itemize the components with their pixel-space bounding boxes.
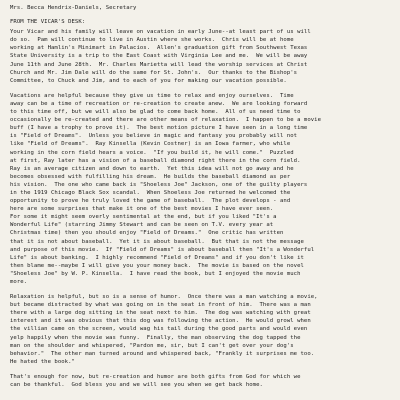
paragraph bbox=[10, 28, 390, 85]
text-line: occasionally be re-created and there are other means of relaxation. I happen to be a movie bbox=[10, 117, 322, 124]
text-line: like "Field of Dreams". Ray Kinsella (Kevin Costner) is an Iowa farmer, who while bbox=[10, 141, 291, 148]
text-line: He hated the book." bbox=[10, 358, 75, 365]
text-line: his vision. The one who came back is "Shoeless Joe" Jackson, one of the guilty players bbox=[10, 181, 308, 188]
paragraph bbox=[10, 92, 390, 286]
text-line: working in the corn field hears a voice. "If you build it, he will come." Puzzled bbox=[10, 149, 294, 156]
text-line: that it is not about baseball. Yet it is about baseball. But that is not the message bbox=[10, 238, 304, 245]
text-line: more. bbox=[10, 279, 28, 285]
column-body bbox=[10, 28, 390, 389]
text-line: is "Field of Dreams". Unless you believe in magic and fantasy you probably will not bbox=[10, 133, 298, 140]
text-line: For some it might seem overly sentimental at the end, but if you liked "It's a bbox=[10, 214, 277, 221]
text-line: at first, Ray later has a vision of a baseball diamond right there in the corn field. bbox=[10, 157, 301, 164]
text-line: buff (I have a trophy to prove it). The best motion picture I have seen in a long time bbox=[10, 125, 308, 132]
text-line: Committee, to Chuck and Jim, and to each of you for making our vacation possible. bbox=[10, 77, 287, 84]
text-line: Vacations are helpful because they give us time to relax and enjoy ourselves. Time bbox=[10, 92, 294, 99]
text-line: do so. Pam will continue to live in Austin where she works. Chris will be at home bbox=[10, 37, 294, 44]
text-line: Your Vicar and his family will leave on vacation in early June--at least part of us will bbox=[10, 29, 311, 36]
column-heading: FROM THE VICAR'S DESK: bbox=[10, 19, 86, 26]
text-line: then blame me--maybe I will give you your money back. The movie is based on the novel bbox=[10, 262, 304, 269]
text-line: Ray is an average citizen and down to earth. Yet this idea will not go away and he bbox=[10, 165, 294, 172]
text-line: to this time off, but we will also be glad to come back home. All of us need time to bbox=[10, 109, 301, 116]
text-line: the villian came on the screen, would wag his tail during the good parts and would even bbox=[10, 326, 308, 333]
text-line: away can be a time of recreation or re-creation to create anew. We are looking forward bbox=[10, 100, 308, 107]
text-line: yelp happily when the movie was funny. Finally, the man observing the dog tapped the bbox=[10, 334, 301, 341]
text-line: can be thankful. God bless you and we will see you when we get back home. bbox=[10, 382, 263, 389]
text-line: but became distracted by what was going on in the seat in front of him. There was a man bbox=[10, 302, 311, 309]
text-line: working at Hamlin's Minimart in Palacios. Allen's graduation gift from Southwest Texas bbox=[10, 45, 308, 52]
text-line: interest and it was obvious that this dog was following the action. He would growl when bbox=[10, 318, 311, 325]
text-line: Christmas time) then you should enjoy "Field of Dreams." One critic has written bbox=[10, 230, 284, 237]
paragraph bbox=[10, 293, 390, 366]
text-line: there with a large dog sitting in the seat next to him. The dog was watching with great bbox=[10, 310, 311, 317]
paragraph bbox=[10, 373, 390, 389]
text-line: Church and Mr. Jim Dale will do the same for St. John's. Our thanks to the Bishop's bbox=[10, 69, 298, 76]
text-line: man on the shoulder and whispered, "Pardon me, sir, but I can't get over your dog's bbox=[10, 342, 294, 349]
text-line: in the 1919 Chicago Black Sox scandal. When Shoeless Joe returned he welcomed the bbox=[10, 189, 291, 196]
text-line: Life" is about banking. I highly recommend "Field of Dreams" and if you don't like it bbox=[10, 254, 304, 261]
secretary-line: Mrs. Becca Hendrix-Daniels, Secretary bbox=[10, 5, 137, 11]
text-line: opportunity to prove he truly loved the game of baseball. The plot develops - and bbox=[10, 198, 291, 205]
text-line: That's enough for now, but re-creation and humor are both gifts from God for which we bbox=[10, 373, 301, 380]
text-line: Wonderful Life" (starring Jimmy Stewart and can be seen on T.V. every year at bbox=[10, 222, 274, 229]
text-line: becomes obsessed with fulfilling his dream. He builds the baseball diamond as per bbox=[10, 173, 291, 180]
text-line: June 11th and June 28th. Mr. Charles Marietta will lead the worship services at Christ bbox=[10, 61, 308, 68]
text-line: State University is a trip to the East Coast with Virginia Lee and me. We will be away bbox=[10, 53, 308, 60]
text-line: behavior." The other man turned around and whispered back, "Frankly it surprises me too. bbox=[10, 350, 315, 357]
text-line: "Shoeless Joe" by W. P. Kinsella. I have read the book, but I enjoyed the movie much bbox=[10, 270, 301, 277]
text-line: and purpose of this movie. If "Field of Dreams" is about baseball then "It's a Wonderful bbox=[10, 246, 315, 253]
text-line: here are some surprises that make it one of the best movies I have ever seen. bbox=[10, 206, 274, 213]
text-line: Relaxation is helpful, but so is a sense of humor. Once there was a man watching a movie, bbox=[10, 294, 318, 301]
